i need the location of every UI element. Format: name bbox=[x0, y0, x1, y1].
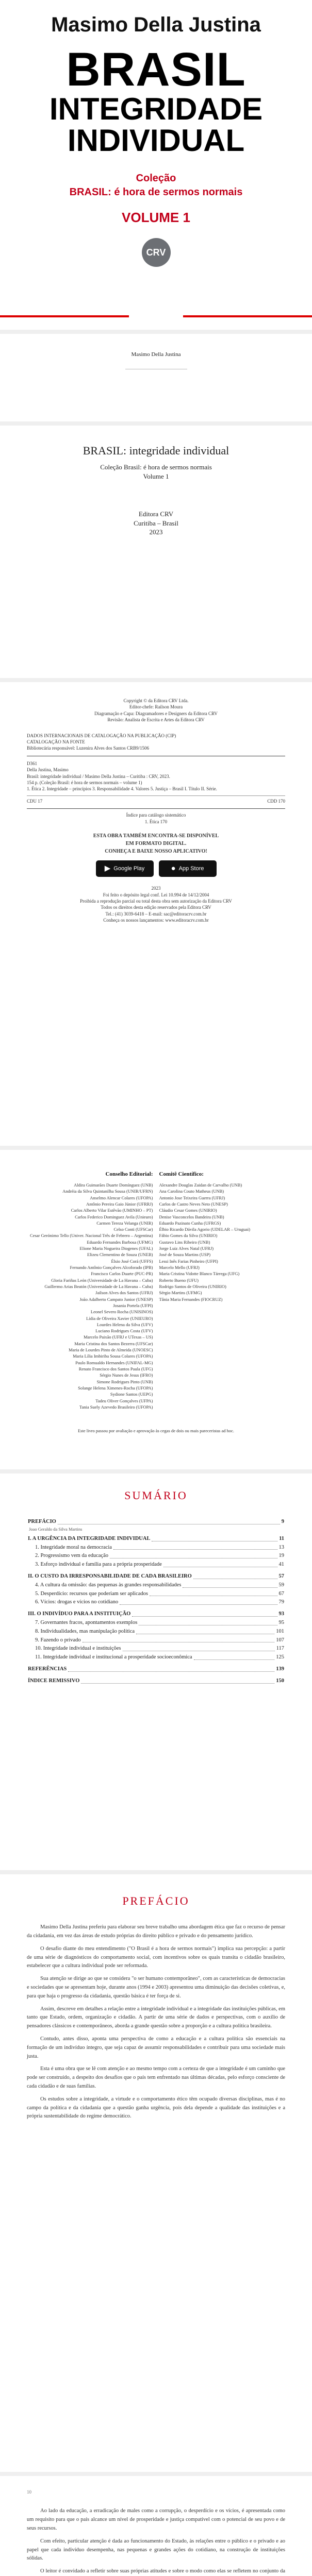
editorial-member: Eduardo Fernandes Barbosa (UFMG) bbox=[87, 1239, 153, 1245]
preface-paragraph: O leitor é convidado a refletir sobre suas próprias atitudes e sobre o modo como elas se refletem no conjunto da bbox=[40, 2568, 285, 2574]
toc-entry-label: 2. Progressismo vem da educação bbox=[35, 1553, 109, 1559]
scientific-member: Denise Vasconcelos Bandeira (UNB) bbox=[159, 1214, 224, 1219]
copyright-page bbox=[0, 682, 312, 1146]
legal-rights: Todos os direitos desta edição reservados pela Editora CRV bbox=[101, 905, 211, 910]
editorial-member: Leonel Severo Rocha (UNISINOS) bbox=[90, 1309, 153, 1315]
publisher-logo-icon: CRV bbox=[142, 238, 171, 267]
copyright-design: Diagramação e Capa: Diagramadores e Designers da Editora CRV bbox=[94, 710, 218, 716]
toc-entry-page: 107 bbox=[276, 1637, 284, 1643]
scientific-member: Carlos de Castro Neves Neto (UNESP) bbox=[159, 1201, 228, 1207]
toc-leader bbox=[183, 1587, 277, 1588]
toc-leader bbox=[120, 1604, 277, 1605]
toc-entry[interactable] bbox=[28, 1535, 284, 1544]
store-badges bbox=[27, 860, 285, 877]
toc-entry-page: 59 bbox=[278, 1582, 284, 1588]
preface-body bbox=[27, 1923, 285, 2121]
toc-entry-page: 13 bbox=[278, 1544, 284, 1550]
google-play-label: Google Play bbox=[113, 865, 145, 872]
scientific-member: Sérgio Martins (UFMG) bbox=[159, 1290, 202, 1296]
toc-entry-label: 3. Esforço individual e família para a própria prosperidade bbox=[35, 1562, 162, 1568]
scientific-member: Élbio Ricardo Dávila Agorio (UDELAR – Uruguai) bbox=[159, 1227, 251, 1232]
toc-entry-label: ÍNDICE REMISSIVO bbox=[28, 1677, 80, 1684]
editorial-member: Gloria Fariñas León (Universidade de La Havana – Cuba) bbox=[51, 1277, 153, 1283]
legal-prohibition: Proibida a reprodução parcial ou total desta obra sem autorização da Editora CRV bbox=[80, 898, 232, 904]
toc-entry[interactable] bbox=[28, 1645, 284, 1653]
toc-entry-label: PREFÁCIO bbox=[28, 1519, 56, 1524]
toc-entry[interactable] bbox=[28, 1610, 284, 1619]
editorial-member: Guillermo Arias Beatón (Universidade de La Havana – Cuba) bbox=[44, 1283, 153, 1289]
toc-entry-label: 1. Integridade moral na democracia bbox=[35, 1544, 112, 1550]
toc-entry-page: 11 bbox=[279, 1535, 284, 1541]
editorial-council-title: Conselho Editorial: bbox=[105, 1171, 153, 1177]
scientific-member: Antonio Jose Teixeira Guerra (UFRJ) bbox=[159, 1195, 225, 1200]
editorial-member: Josania Portela (UFPI) bbox=[113, 1302, 153, 1308]
catalog-subjects: 1. Ética 2. Integridade – princípios 3. Responsabilidade 4. Valores 5. Justiça – Brasil I. Título II. Série. bbox=[27, 786, 217, 792]
toc-entry-label: 7. Governantes fracos, apontamentos exemplos bbox=[35, 1619, 138, 1625]
editorial-member: Jailson Alves dos Santos (UFRJ) bbox=[95, 1290, 153, 1296]
toc-entry-page: 93 bbox=[278, 1611, 284, 1617]
editorial-member: Anselmo Alencar Colares (UFOPA) bbox=[90, 1195, 153, 1200]
catalog-index-item: 1. Ética 170 bbox=[144, 819, 168, 824]
scientific-member: Maria Cristina Vidotte Blanco Tárrega (UFG) bbox=[159, 1271, 240, 1277]
title-page-year: 2023 bbox=[149, 528, 163, 536]
page-divider bbox=[0, 1469, 312, 1473]
preface-paragraph: O desafio diante do meu entendimento ("O Brasil é a hora de sermos normais") implica sua percepção: a partir de uma série de diagnósticos do comportamento social, com incentivos sobre os quais transita o cidadão brasileiro, estabelecer que a cultura individual pode ser reformada. bbox=[27, 1945, 285, 1969]
page-divider bbox=[0, 1870, 312, 1874]
editorial-member: Francisco Carlos Duarte (PUC-PR) bbox=[91, 1271, 153, 1277]
preface-paragraph: Os estudos sobre a integridade, a virtude e o comportamento ético têm ocupado diversas disciplinas, mas é no campo da política e da cidadania que a questão ganha urgência, pois dela depende a qualidade das instituições e a própria sustentabilidade do regime democrático. bbox=[27, 2096, 285, 2120]
editorial-member: Lídia de Oliveira Xavier (UNIEURO) bbox=[86, 1315, 153, 1321]
scientific-member: Eduardo Pazinato Cunha (UFRGS) bbox=[159, 1220, 221, 1226]
toc-entry-label: 5. Desperdício: recursos que poderiam ser aplicados bbox=[35, 1590, 148, 1597]
toc-entry[interactable] bbox=[28, 1636, 284, 1645]
preface-page bbox=[0, 1874, 312, 2472]
scientific-member: Lessi Inês Farias Pinheiro (UFPI) bbox=[159, 1258, 218, 1264]
councils-columns bbox=[27, 1171, 285, 1410]
preface-paragraph: Com efeito, particular atenção é dada ao funcionamento do Estado, às relações entre o público e o privado e ao papel que cada indivíduo desempenha, nas pequenas e grandes ações do cotidiano, na construção de instituições sólidas. bbox=[27, 2538, 285, 2562]
scientific-member: Jorge Luiz Alves Natal (UFRJ) bbox=[159, 1246, 214, 1251]
copyright-review: Revisão: Analista de Escrita e Artes da Editora CRV bbox=[107, 717, 205, 723]
toc-entry[interactable] bbox=[28, 1544, 284, 1552]
toc-entry[interactable] bbox=[28, 1552, 284, 1561]
editorial-member: Sydione Santos (UEPG) bbox=[110, 1392, 153, 1397]
page-number: 10 bbox=[27, 2489, 31, 2495]
preface-paragraph: Assim, descreve em detalhes a relação entre a integridade individual e a integridade das instituições públicas, em tanto que Estado, ordem, organização e cidadão. A partir de uma série de dados e perspectivas, com o auxílio de pensadores clássicos e contemporâneos, aborda a grande questão sobre a proporção e a cultura política brasileira. bbox=[27, 2006, 285, 2029]
toc-leader bbox=[132, 1616, 277, 1617]
copyright-editor: Editor-chefe: Railson Moura bbox=[129, 704, 183, 710]
toc-leader bbox=[68, 1671, 274, 1672]
preface-paragraph: Contudo, antes disso, aponta uma perspectiva de como a educação e a cultura política são essenciais na formação de um indivíduo íntegro, que seja capaz de assumir responsabilidades e contribuir para uma sociedade mais justa. bbox=[27, 2036, 285, 2059]
cdu-code: CDU 17 bbox=[27, 798, 43, 804]
title-page-publisher-block bbox=[0, 510, 312, 537]
catalog-code: D361 bbox=[27, 760, 37, 766]
toc-entry-page: 67 bbox=[278, 1590, 284, 1597]
cover-collection bbox=[0, 172, 312, 199]
preface-title: PREFÁCIO bbox=[122, 1894, 190, 1907]
cover-author: Masimo Della Justina bbox=[51, 13, 261, 36]
ebook-line: CONHEÇA E BAIXE NOSSO APLICATIVO! bbox=[105, 849, 207, 855]
app-store-label: App Store bbox=[178, 865, 204, 872]
catalog-author: Della Justina, Masimo bbox=[27, 767, 69, 773]
toc-entry[interactable] bbox=[28, 1581, 284, 1590]
toc-entry-page: 150 bbox=[276, 1677, 284, 1684]
toc-entry-author: Joao Geraldo da Silva Martins bbox=[29, 1526, 83, 1532]
editorial-member: Aldira Guimarães Duarte Domínguez (UNB) bbox=[74, 1182, 153, 1188]
toc-leader bbox=[113, 1549, 277, 1550]
legal-website: Conheça os nossos lançamentos: www.editoracrv.com.br bbox=[103, 918, 209, 923]
editorial-member: Elione Maria Nogueira Diogenes (UFAL) bbox=[79, 1246, 153, 1251]
table-of-contents bbox=[0, 1473, 312, 1870]
editorial-member: Luciano Rodrigues Costa (UFV) bbox=[95, 1328, 153, 1334]
toc-entry-label: 8. Individualidades, mas manipulação política bbox=[35, 1628, 135, 1634]
half-title-author: Masimo Della Justina bbox=[131, 351, 181, 358]
catalog-title: Brasil: integridade individual / Masimo Della Justina – Curitiba : CRV, 2023. bbox=[27, 773, 170, 779]
editorial-member: Sérgio Nunes de Jesus (IFRO) bbox=[100, 1372, 153, 1378]
cover-rule-right bbox=[183, 315, 312, 317]
cover-collection-label: Coleção bbox=[136, 173, 176, 184]
apple-icon: ● bbox=[171, 863, 176, 873]
toc-entry-label: 11. Integridade individual e institucional a prosperidade socioeconômica bbox=[35, 1654, 192, 1660]
editorial-member: Antônio Pereira Gaio Júnior (UFRRJ) bbox=[86, 1201, 153, 1207]
scientific-member: Roberto Bueno (UFU) bbox=[159, 1277, 199, 1283]
title-page-city: Curitiba – Brasil bbox=[134, 519, 178, 527]
preface-continuation-body bbox=[27, 2507, 285, 2576]
preface-paragraph: Sua atenção se dirige ao que se considera "o ser humano contemporâneo", com as características de democracias e sociedades que se apresentam hoje, durante anos (1994 e 2003) apresentou uma diminuição das decisões coletivas, e, para que haja o progresso da cidadania, questão básica é ter força de si. bbox=[27, 1976, 285, 1999]
editorial-member: Marcelo Paixão (UFRJ e UTexas – US) bbox=[84, 1334, 153, 1340]
title-page-meta bbox=[0, 463, 312, 481]
toc-entry-page: 95 bbox=[278, 1619, 284, 1625]
editorial-member: Celso Conti (UFSCar) bbox=[113, 1227, 153, 1232]
toc-entry-page: 57 bbox=[278, 1573, 284, 1579]
scientific-member: Fábio Gomes da Silva (UNIRIO) bbox=[159, 1233, 218, 1239]
scientific-member: Gustavo Lins Ribeiro (UNB) bbox=[159, 1239, 210, 1245]
editorial-council bbox=[27, 1171, 153, 1410]
page-divider bbox=[0, 330, 312, 334]
title-page bbox=[0, 426, 312, 678]
toc-entry-page: 9 bbox=[281, 1519, 284, 1524]
legal-notice bbox=[27, 885, 285, 923]
title-page-collection: Coleção Brasil: é hora de sermos normais bbox=[100, 463, 212, 471]
toc-entry[interactable] bbox=[28, 1561, 284, 1569]
page-divider bbox=[0, 1146, 312, 1150]
toc-entry-label: 4. A cultura da omissão: das pequenas às grandes responsabilidades bbox=[35, 1582, 182, 1588]
toc-title: SUMÁRIO bbox=[124, 1489, 188, 1502]
editorial-member: Maria Lília Imbiriba Sousa Colares (UFOPA) bbox=[73, 1353, 153, 1359]
copyright-credits bbox=[27, 698, 285, 723]
toc-entry-page: 79 bbox=[278, 1599, 284, 1605]
catalog-header: DADOS INTERNACIONAIS DE CATALOGAÇÃO NA PUBLICAÇÃO (CIP) bbox=[27, 733, 176, 738]
editorial-council-list bbox=[27, 1182, 153, 1410]
toc-entry-label: 6. Vícios: drogas e vícios no cotidiano bbox=[35, 1599, 119, 1605]
toc-list bbox=[28, 1518, 284, 1686]
toc-entry-label: REFERÊNCIAS bbox=[28, 1666, 67, 1672]
scientific-committee bbox=[159, 1171, 286, 1410]
app-store-button[interactable] bbox=[159, 860, 217, 877]
toc-entry-label: I. A URGÊNCIA DA INTEGRIDADE INDIVIDUAL bbox=[28, 1535, 151, 1541]
councils-page bbox=[0, 1150, 312, 1469]
editorial-member: Maria de Lourdes Pinto de Almeida (UNOESC) bbox=[69, 1347, 153, 1353]
toc-leader bbox=[81, 1683, 274, 1684]
page-divider bbox=[0, 678, 312, 682]
scientific-member: José de Souza Martins (USP) bbox=[159, 1252, 211, 1258]
catalog-pages: 154 p. (Coleção Brasil: é hora de sermos normais – volume 1) bbox=[27, 780, 142, 786]
editorial-member: Andréia da Silva Quintanilha Sousa (UNIR/UFRN) bbox=[62, 1189, 153, 1194]
google-play-button[interactable] bbox=[96, 860, 154, 877]
cover-subtitle-line1: INTEGRIDADE bbox=[49, 92, 263, 126]
toc-entry-page: 125 bbox=[276, 1654, 284, 1660]
preface-paragraph: Masimo Della Justina preferiu para elaborar seu breve trabalho uma abordagem ética que faz o recurso de pensar da cidadania, em vez das áreas de estudo próprias do direito público e privado e do pensamento jurídico. bbox=[27, 1924, 285, 1939]
editorial-member: Tania Suely Azevedo Brasileiro (UFOPA) bbox=[79, 1404, 153, 1410]
book-cover bbox=[0, 0, 312, 330]
editorial-member: Tadeu Oliver Gonçalves (UFPA) bbox=[95, 1398, 153, 1403]
editorial-member: Paulo Romualdo Hernandes (UNIFAL-MG) bbox=[75, 1360, 153, 1365]
toc-entry[interactable] bbox=[28, 1653, 284, 1662]
legal-year: 2023 bbox=[151, 886, 161, 891]
catalog-box bbox=[27, 756, 285, 809]
ebook-notice bbox=[27, 832, 285, 855]
cdd-code: CDD 170 bbox=[267, 798, 285, 804]
preface-paragraph: Esta é uma obra que se lê com atenção e ao mesmo tempo com a certeza de que a integridade é um caminho que pode ser construído, a despeito dos desafios que o país tem enfrentado nas últimas décadas, pelo esforço consciente de cada cidadão e de suas famílias. bbox=[27, 2066, 285, 2089]
scientific-member: Alexandre Douglas Zaidan de Carvalho (UNB) bbox=[159, 1182, 242, 1188]
toc-entry-page: 41 bbox=[278, 1562, 284, 1568]
cdd-row bbox=[27, 795, 285, 804]
editorial-member: Simone Rodrigues Pinto (UNB) bbox=[96, 1379, 153, 1384]
toc-entry-page: 139 bbox=[276, 1666, 284, 1672]
preface-continuation-page bbox=[0, 2476, 312, 2576]
editorial-member: Carlos Federico Dominguez Avila (Unieuro) bbox=[75, 1214, 153, 1219]
catalog-record bbox=[27, 733, 285, 825]
editorial-member: Élsio José Corá (UFFS) bbox=[111, 1258, 153, 1264]
cover-subtitle-line2: INDIVIDUAL bbox=[67, 123, 245, 158]
legal-contact: Tel.: (41) 3039-6418 – E-mail: sac@editoracrv.com.br bbox=[105, 911, 207, 917]
half-title-page bbox=[0, 334, 312, 421]
scientific-member: Ana Carolina Couto Matheus (UNB) bbox=[159, 1189, 224, 1194]
editorial-member: Cesar Gerónimo Tello (Univer. Nacional Três de Febrero – Argentina) bbox=[30, 1233, 153, 1239]
toc-entry[interactable] bbox=[28, 1590, 284, 1599]
ebook-line: EM FORMATO DIGITAL. bbox=[125, 841, 187, 847]
cover-rule-left bbox=[0, 315, 129, 317]
toc-leader bbox=[194, 1659, 275, 1660]
title-page-title: BRASIL: integridade individual bbox=[83, 444, 229, 457]
preface-paragraph: Ao lado da educação, a erradicação de males como a corrupção, o desperdício e os vícios, é apresentada como um requisito para que o país alcance um nível de prosperidade e justiça compatível com o potencial de seu povo e de seus recursos. bbox=[27, 2508, 285, 2531]
editorial-member: Fernando Antônio Gonçalves Alcoforado (IPB) bbox=[70, 1265, 153, 1270]
editorial-member: Carlos Alberto Vilar Estêvão (UMINHO – PT) bbox=[71, 1208, 153, 1213]
page-divider bbox=[0, 2472, 312, 2476]
catalog-index bbox=[27, 812, 285, 825]
scientific-member: Cláudio Cesar Gomes (UNIRIO) bbox=[159, 1208, 217, 1213]
scientific-committee-list bbox=[159, 1182, 286, 1302]
toc-entry[interactable] bbox=[28, 1598, 284, 1607]
editorial-member: Maria Cristina dos Santos Bezerra (UFSCar) bbox=[74, 1341, 153, 1346]
toc-entry[interactable] bbox=[28, 1677, 284, 1686]
cover-title: BRASIL bbox=[66, 43, 246, 96]
toc-entry-page: 117 bbox=[276, 1646, 284, 1652]
toc-entry-label: 10. Integridade individual e instituições bbox=[35, 1646, 121, 1652]
scientific-committee-title: Comitê Científico: bbox=[159, 1171, 204, 1177]
toc-entry-label: 9. Fazendo o privado bbox=[35, 1637, 81, 1643]
toc-entry-page: 101 bbox=[276, 1628, 284, 1634]
editorial-member: Elizeu Clementino de Souza (UNEB) bbox=[87, 1252, 153, 1258]
copyright-line: Copyright © da Editora CRV Ltda. bbox=[123, 698, 189, 703]
title-page-publisher: Editora CRV bbox=[138, 510, 174, 518]
scientific-member: Rodrigo Santos de Oliveira (UNIRIO) bbox=[159, 1283, 226, 1289]
toc-entry[interactable] bbox=[28, 1619, 284, 1628]
catalog-librarian: Bibliotecária responsável: Luzenira Alves dos Santos CRB9/1506 bbox=[27, 745, 149, 751]
page-divider bbox=[0, 421, 312, 426]
toc-entry-page: 19 bbox=[278, 1553, 284, 1559]
legal-deposit: Foi feito o depósito legal conf. Lei 10.994 de 14/12/2004 bbox=[103, 892, 209, 897]
catalog-header-2: CATALOGAÇÃO NA FONTE bbox=[27, 739, 85, 745]
editorial-member: Carmen Tereza Velanga (UNIR) bbox=[96, 1220, 153, 1226]
cover-collection-name: BRASIL: é hora de sermos normais bbox=[69, 187, 243, 198]
catalog-index-title: Índice para catálogo sistemático bbox=[126, 812, 186, 818]
editorial-member: Lourdes Helena da Silva (UFV) bbox=[96, 1321, 153, 1327]
toc-entry-label: II. O CUSTO DA IRRESPONSABILIDADE DE CADA BRASILEIRO bbox=[28, 1573, 192, 1579]
toc-entry[interactable] bbox=[28, 1628, 284, 1636]
editorial-member: João Adalberto Campato Junior (UNESP) bbox=[79, 1296, 153, 1302]
title-page-volume: Volume 1 bbox=[143, 472, 169, 480]
toc-entry-label: III. O INDIVÍDUO PARA A INSTITUIÇÃO bbox=[28, 1611, 131, 1617]
editorial-member: Renato Francisco dos Santos Paula (UFG) bbox=[78, 1366, 153, 1371]
toc-entry[interactable] bbox=[28, 1518, 284, 1527]
toc-entry[interactable] bbox=[28, 1572, 284, 1581]
scientific-member: Marcelo Mello (UFRJ) bbox=[159, 1265, 200, 1270]
scientific-member: Tânia Maria Fernandes (FIOCRUZ) bbox=[159, 1296, 223, 1302]
peer-review-note: Este livro passou por avaliação e aprovação às cegas de dois ou mais pareceristas ad hoc. bbox=[77, 1428, 235, 1434]
cover-volume: VOLUME 1 bbox=[122, 210, 190, 226]
toc-entry[interactable] bbox=[28, 1665, 284, 1674]
editorial-member: Solange Helena Ximenes-Rocha (UFOPA) bbox=[78, 1385, 153, 1391]
ebook-line: ESTA OBRA TAMBÉM ENCONTRA-SE DISPONÍVEL bbox=[93, 833, 219, 839]
play-icon: ▶ bbox=[104, 863, 111, 873]
